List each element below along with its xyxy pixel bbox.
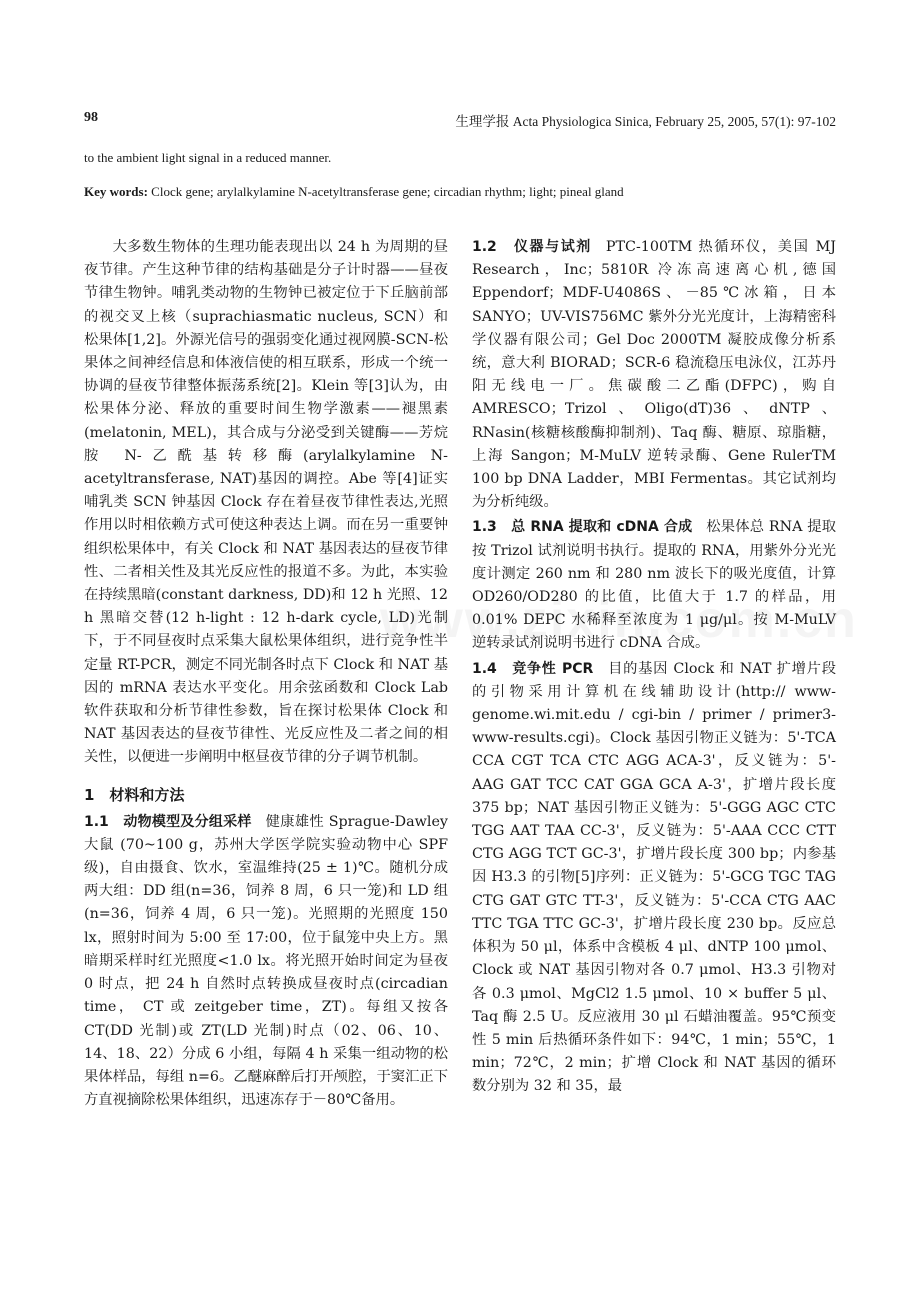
section-1-3-text: 松果体总 RNA 提取按 Trizol 试剂说明书执行。提取的 RNA，用紫外分光光度计测定 260 nm 和 280 nm 波长下的吸光度值，计算 OD260/OD280 的比值，比值大于 1.7 的样品，用 0.01% DEPC 水稀释至浓度为 1 μg/μl。按 M-MuLV 逆转录试剂说明书进行 cDNA 合成。 bbox=[472, 519, 836, 652]
section-1-heading: 1 材料和方法 bbox=[84, 785, 185, 804]
section-1-3-heading: 1.3 总 RNA 提取和 cDNA 合成 bbox=[472, 519, 693, 536]
section-1-4-heading: 1.4 竞争性 PCR bbox=[472, 660, 594, 677]
section-1-2-paragraph bbox=[472, 236, 836, 514]
section-1-1-heading: 1.1 动物模型及分组采样 bbox=[84, 813, 252, 830]
keywords-text: Clock gene; arylalkylamine N-acetyltransferase gene; circadian rhythm; light; pineal gland bbox=[151, 184, 624, 199]
section-1-2-heading: 1.2 仪器与试剂 bbox=[472, 239, 592, 255]
section-1-3-paragraph bbox=[472, 516, 836, 655]
section-1-2-text: PTC-100TM 热循环仪，美国 MJ Research，Inc；5810R 冷冻高速离心机,德国 Eppendorf；MDF-U4086S、－85℃冰箱，日本 SANYO；UV-VIS756MC 紫外分光光度计，上海精密科学仪器有限公司；Gel Doc 2000TM 凝胶成像分析系统，意大利 BIORAD；SCR-6 稳流稳压电泳仪，江苏丹阳无线电一厂。焦碳酸二乙酯(DFPC)，购自 AMRESCO；Trizol、Oligo(dT)36、dNTP、RNasin(核糖核酸酶抑制剂)、Taq 酶、糖原、琼脂糖，上海 Sangon；M-MuLV 逆转录酶、Gene RulerTM 100 bp DNA Ladder，MBI Fermentas。其它试剂均为分析纯级。 bbox=[472, 239, 836, 511]
running-head: 生理学报 Acta Physiologica Sinica, February 25, 2005, 57(1): 97-102 bbox=[455, 114, 836, 129]
section-1-1-paragraph bbox=[84, 811, 448, 1113]
keywords bbox=[84, 184, 844, 200]
page-number: 98 bbox=[84, 110, 98, 125]
section-1-4-paragraph bbox=[472, 658, 836, 1099]
section-1-1-text: 健康雄性 Sprague-Dawley 大鼠 (70~100 g，苏州大学医学院实验动物中心 SPF 级)，自由摄食、饮水，室温维持(25 ± 1)℃。随机分成两大组：DD 组(n=36，饲养 8 周，6 只一笼)和 LD 组(n=36，饲养 4 周，6 只一笼)。光照期的光照度 150 lx，照射时间为 5:00 至 17:00，位于鼠笼中央上方。黑暗期采样时红光照度<1.0 lx。将光照开始时间定为昼夜 0 时点，把 24 h 自然时点转换成昼夜时点(circadian time， CT 或 zeitgeber time，ZT)。每组又按各 CT(DD 光制)或 ZT(LD 光制)时点（02、06、10、14、18、22）分成 6 小组，每隔 4 h 采集一组动物的松果体样品，每组 n=6。乙醚麻醉后打开颅腔，于窦汇正下方直视摘除松果体组织，迅速冻存于－80℃备用。 bbox=[84, 813, 448, 1109]
section-1-4-text: 目的基因 Clock 和 NAT 扩增片段的引物采用计算机在线辅助设计(http:// www-genome.wi.mit.edu / cgi-bin / primer / primer3-www-results.cgi)。Clock 基因引物正义链为：5'-TCA CCA CGT TCA CTC AGG ACA-3'，反义链为：5'-AAG GAT TCC CAT GGA GCA A-3'，扩增片段长度 375 bp；NAT 基因引物正义链为：5'-GGG AGC CTC TGG AAT TAA CC-3'，反义链为：5'-AAA CCC CTT CTG AGG TCT GC-3'，扩增片段长度 300 bp；内参基因 H3.3 的引物[5]序列：正义链为：5'-GCG TGC TAG CTG GAT GTC TT-3'，反义链为：5'-CCA CTG AAC TTC TGA TTC GC-3'，扩增片段长度 230 bp。反应总体积为 50 μl，体系中含模板 4 μl、dNTP 100 μmol、Clock 或 NAT 基因引物对各 0.7 μmol、H3.3 引物对各 0.3 μmol、MgCl2 1.5 μmol、10 × buffer 5 μl、Taq 酶 2.5 U。反应液用 30 μl 石蜡油覆盖。95℃预变性 5 min 后热循环条件如下：94℃，1 min；55℃，1 min；72℃，2 min；扩增 Clock 和 NAT 基因的循环数分别为 32 和 35，最 bbox=[472, 660, 836, 1095]
right-column bbox=[472, 236, 836, 1099]
intro-paragraph: 大多数生物体的生理功能表现出以 24 h 为周期的昼夜节律。产生这种节律的结构基础是分子计时器——昼夜节律生物钟。哺乳类动物的生物钟已被定位于下丘脑前部的视交叉上核（suprachiasmatic nucleus, SCN）和松果体[1,2]。外源光信号的强弱变化通过视网膜-SCN-松果体之间神经信息和体液信使的相互联系，形成一个统一协调的昼夜节律整体振荡系统[2]。Klein 等[3]认为，由松果体分泌、释放的重要时间生物学激素——褪黑素(melatonin, MEL)，其合成与分泌受到关键酶——芳烷胺 N-乙酰基转移酶(arylalkylamine N-acetyltransferase, NAT)基因的调控。Abe 等[4]证实哺乳类 SCN 钟基因 Clock 存在着昼夜节律性表达,光照作用以时相依赖方式可使这种表达上调。而在另一重要钟组织松果体中，有关 Clock 和 NAT 基因表达的昼夜节律性、二者相关性及其光反应性的报道不多。为此，本实验在持续黑暗(constant darkness, DD)和 12 h 光照、12 h 黑暗交替(12 h-light : 12 h-dark cycle, LD)光制下，于不同昼夜时点采集大鼠松果体组织，进行竞争性半定量 RT-PCR，测定不同光制各时点下 Clock 和 NAT 基因的 mRNA 表达水平变化。用余弦函数和 Clock Lab 软件获取和分析节律性参数，旨在探讨松果体 Clock 和 NAT 基因表达的昼夜节律性、光反应性及二者之间的相关性，以便进一步阐明中枢昼夜节律的分子调节机制。 bbox=[84, 239, 448, 766]
abstract-tail: to the ambient light signal in a reduced manner. bbox=[84, 150, 332, 165]
keywords-label: Key words: bbox=[84, 184, 148, 199]
left-column bbox=[84, 236, 448, 1112]
